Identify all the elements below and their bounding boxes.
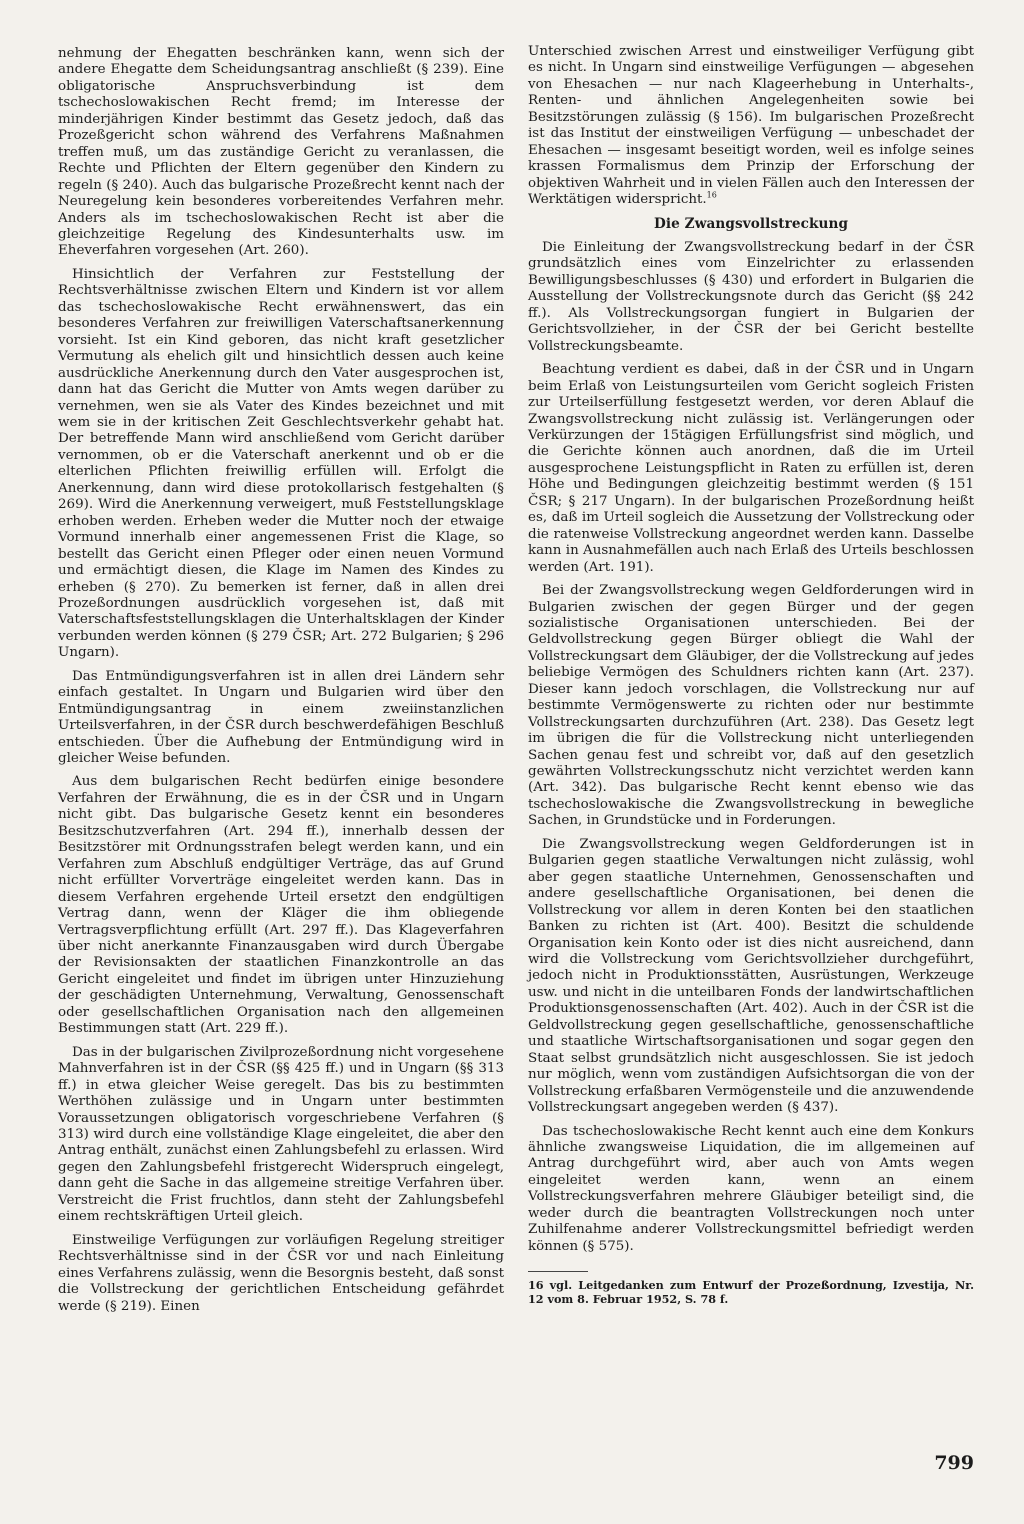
paragraph: Die Zwangsvollstreckung wegen Geldforderungen ist in Bulgarien gegen staatliche Verwaltungen nicht zulässig, wohl aber gegen staatliche Unternehmen, Genossenschaften und andere gesellschaftliche Organisationen, bei denen die Vollstreckung vor allem in deren Konten bei den staatlichen Banken zu richten ist (Art. 400). Besitzt die schuldende Organisation kein Konto oder ist dies nicht ausreichend, dann wird die Vollstreckung vom Gerichtsvollzieher durchgeführt, jedoch nicht in Produktionsstätten, Ausrüstungen, Werkzeuge usw. und nicht in die unteilbaren Fonds der landwirtschaftlichen Produktionsgenossenschaften (Art. 402). Auch in der ČSR ist die Geldvollstreckung gegen gesellschaftliche, genossenschaftliche und staatliche Wirtschaftsorganisationen und sogar gegen den Staat selbst grundsätzlich nicht ausgeschlossen. Sie ist jedoch nur möglich, wenn vom zuständigen Aufsichtsorgan die von der Vollstreckung erfaßbaren Vermögensteile und die anzuwendende Vollstreckungsart angegeben werden (§ 437). [528, 836, 974, 1116]
paragraph: Das tschechoslowakische Recht kennt auch eine dem Konkurs ähnliche zwangsweise Liquidation, die im allgemeinen auf Antrag durchgeführt wird, aber auch von Amts wegen eingeleitet werden kann, wenn an einem Vollstreckungsverfahren mehrere Gläubiger beteiligt sind, die weder durch die beantragten Vollstreckungen noch unter Zuhilfenahme anderer Vollstreckungsmittel befriedigt werden können (§ 575). [528, 1123, 974, 1254]
paragraph: Das Entmündigungsverfahren ist in allen drei Ländern sehr einfach gestaltet. In Ungarn und Bulgarien wird über den Entmündigungsantrag in einem zweiinstanzlichen Urteilsverfahren, in der ČSR durch beschwerdefähigen Beschluß entschieden. Über die Aufhebung der Entmündigung wird in gleicher Weise befunden. [58, 668, 504, 767]
section-heading: Die Zwangsvollstreckung [653, 215, 849, 232]
paragraph: Bei der Zwangsvollstreckung wegen Geldforderungen wird in Bulgarien zwischen der gegen Bürger und der gegen sozialistische Organisationen unterschieden. Bei der Geldvollstreckung gegen Bürger obliegt die Wahl der Vollstreckungsart dem Gläubiger, der die Vollstreckung auf jedes beliebige Vermögen des Schuldners richten kann (Art. 237). Dieser kann jedoch vorschlagen, die Vollstreckung nur auf bestimmte Vermögenswerte zu richten oder nur bestimmte Vollstreckungsarten durchzuführen (Art. 238). Das Gesetz legt im übrigen die für die Vollstreckung nicht unterliegenden Sachen genau fest und schreibt vor, daß auf den gesetzlich gewährten Vollstreckungsschutz nicht verzichtet werden kann (Art. 342). Das bulgarische Recht kennt ebenso wie das tschechoslowakische die Zwangsvollstreckung in bewegliche Sachen, in Grundstücke und in Forderungen. [528, 583, 974, 829]
footnote-divider [528, 1271, 588, 1272]
left-column [58, 46, 504, 1322]
paragraph: Das in der bulgarischen Zivilprozeßordnung nicht vorgesehene Mahnverfahren ist in der ČSR (§§ 425 ff.) und in Ungarn (§§ 313 ff.) in etwa gleicher Weise geregelt. Das bis zu bestimmten Werthöhen zulässige und in Ungarn unter bestimmten Voraussetzungen obligatorisch vorgeschriebene Verfahren (§ 313) wird durch eine vollständige Klage eingeleitet, die aber den Antrag enthält, zunächst einen Zahlungsbefehl zu erlassen. Wird gegen den Zahlungsbefehl fristgerecht Widerspruch eingelegt, dann geht die Sache in das allgemeine streitige Verfahren über. Verstreicht die Frist fruchtlos, dann steht der Zahlungsbefehl einem rechtskräftigen Urteil gleich. [58, 1044, 504, 1225]
paragraph: Hinsichtlich der Verfahren zur Feststellung der Rechtsverhältnisse zwischen Eltern und Kindern ist vor allem das tschechoslowakische Recht erwähnenswert, das ein besonderes Verfahren zur freiwilligen Vaterschaftsanerkennung vorsieht. Ist ein Kind geboren, das nicht kraft gesetzlicher Vermutung als ehelich gilt und hinsichtlich dessen auch keine ausdrückliche Anerkennung durch den Vater ausgesprochen ist, dann hat das Gericht die Mutter von Amts wegen darüber zu vernehmen, wen sie als Vater des Kindes bezeichnet und mit wem sie in der kritischen Zeit Geschlechtsverkehr gehabt hat. Der betreffende Mann wird anschließend vom Gericht darüber vernommen, ob er die Vaterschaft anerkennt und ob er die elterlichen Pflichten freiwillig erfüllen will. Erfolgt die Anerkennung, dann wird diese protokollarisch festgehalten (§ 269). Wird die Anerkennung verweigert, muß Feststellungsklage erhoben werden. Erheben weder die Mutter noch der etwaige Vormund innerhalb einer angemessenen Frist die Klage, so bestellt das Gericht einen Pfleger oder einen neuen Vormund und ermächtigt diesen, die Klage im Namen des Kindes zu erheben (§ 270). Zu bemerken ist ferner, daß in allen drei Prozeßordnungen ausdrücklich vorgesehen ist, daß mit Vaterschaftsfeststellungsklagen die Unterhaltsklagen der Kinder verbunden werden können (§ 279 ČSR; Art. 272 Bulgarien; § 296 Ungarn). [58, 266, 504, 661]
paragraph: Beachtung verdient es dabei, daß in der ČSR und in Ungarn beim Erlaß von Leistungsurteilen vom Gericht sogleich Fristen zur Urteilserfüllung festgesetzt werden, vor deren Ablauf die Zwangsvollstreckung nicht zulässig ist. Verlängerungen oder Verkürzungen der 15tägigen Erfüllungsfrist sind möglich, und die Gerichte können auch anordnen, daß die im Urteil ausgesprochene Leistungspflicht in Raten zu erfüllen ist, deren Höhe und Bedingungen gleichzeitig bestimmt werden (§ 151 ČSR; § 217 Ungarn). In der bulgarischen Prozeßordnung heißt es, daß im Urteil sogleich die Aussetzung der Vollstreckung oder die ratenweise Vollstreckung angeordnet werden kann. Dasselbe kann in Ausnahmefällen auch nach Erlaß des Urteils beschlossen werden (Art. 191). [528, 362, 974, 575]
footnote-marker: 16 [706, 190, 717, 200]
paragraph: nehmung der Ehegatten beschränken kann, wenn sich der andere Ehegatte dem Scheidungsantrag anschließt (§ 239). Eine obligatorische Anspruchsverbindung ist dem tschechoslowakischen Recht fremd; im Interesse der minderjährigen Kinder bestimmt das Gesetz jedoch, daß das Prozeßgericht schon während des Verfahrens Maßnahmen treffen muß, um das zuständige Gericht zu veranlassen, die Rechte und Pflichten der Eltern gegenüber den Kindern zu regeln (§ 240). Auch das bulgarische Prozeßrecht kennt nach der Neuregelung kein besonderes vorbereitendes Verfahren mehr. Anders als im tschechoslowakischen Recht ist aber die gleichzeitige Regelung des Kindesunterhalts usw. im Eheverfahren vorgesehen (Art. 260). [58, 46, 504, 259]
page-number: 799 [934, 1452, 974, 1474]
right-column [528, 44, 974, 1306]
footnote: 16 vgl. Leitgedanken zum Entwurf der Prozeßordnung, Izvestija, Nr. 12 vom 8. Februar 1952, S. 78 f. [528, 1278, 974, 1307]
paragraph: Aus dem bulgarischen Recht bedürfen einige besondere Verfahren der Erwähnung, die es in der ČSR und in Ungarn nicht gibt. Das bulgarische Gesetz kennt ein besonderes Besitzschutzverfahren (Art. 294 ff.), innerhalb dessen der Besitzstörer mit Ordnungsstrafen belegt werden kann, und ein Verfahren zum Abschluß endgültiger Verträge, das auf Grund nicht erfüllter Vorverträge eingeleitet werden kann. Das in diesem Verfahren ergehende Urteil ersetzt den endgültigen Vertrag dann, wenn der Kläger die ihm obliegende Vertragsverpflichtung erfüllt (Art. 297 ff.). Das Klageverfahren über nicht anerkannte Finanzausgaben wird durch Übergabe der Revisionsakten der staatlichen Finanzkontrolle an das Gericht eingeleitet und findet im übrigen unter Hinzuziehung der geschädigten Unternehmung, Verwaltung, Genossenschaft oder gesellschaftlichen Organisation nach den allgemeinen Bestimmungen statt (Art. 229 ff.). [58, 774, 504, 1037]
paragraph: Unterschied zwischen Arrest und einstweiliger Verfügung gibt es nicht. In Ungarn sind einstweilige Verfügungen — abgesehen von Ehesachen — nur nach Klageerhebung in Unterhalts-, Renten- und ähnlichen Angelegenheiten sowie bei Besitzstörungen zulässig (§ 156). Im bulgarischen Prozeßrecht ist das Institut der einstweiligen Verfügung — unbeschadet der Ehesachen — insgesamt beseitigt worden, weil es infolge seines krassen Formalismus dem Prinzip der Erforschung der objektiven Wahrheit und in vielen Fällen auch den Interessen der Werktätigen widerspricht.$^{16}$ [528, 44, 974, 208]
paragraph: Einstweilige Verfügungen zur vorläufigen Regelung streitiger Rechtsverhältnisse sind in der ČSR vor und nach Einleitung eines Verfahrens zulässig, wenn die Besorgnis besteht, daß sonst die Vollstreckung der gerichtlichen Entscheidung gefährdet werde (§ 219). Einen [58, 1232, 504, 1314]
paragraph: Die Einleitung der Zwangsvollstreckung bedarf in der ČSR grundsätzlich eines vom Einzelrichter zu erlassenden Bewilligungsbeschlusses (§ 430) und erfordert in Bulgarien die Ausstellung der Vollstreckungsnote durch das Gericht (§§ 242 ff.). Als Vollstreckungsorgan fungiert in Bulgarien der Gerichtsvollzieher, in der ČSR der bei Gericht bestellte Vollstreckungsbeamte. [528, 239, 974, 354]
